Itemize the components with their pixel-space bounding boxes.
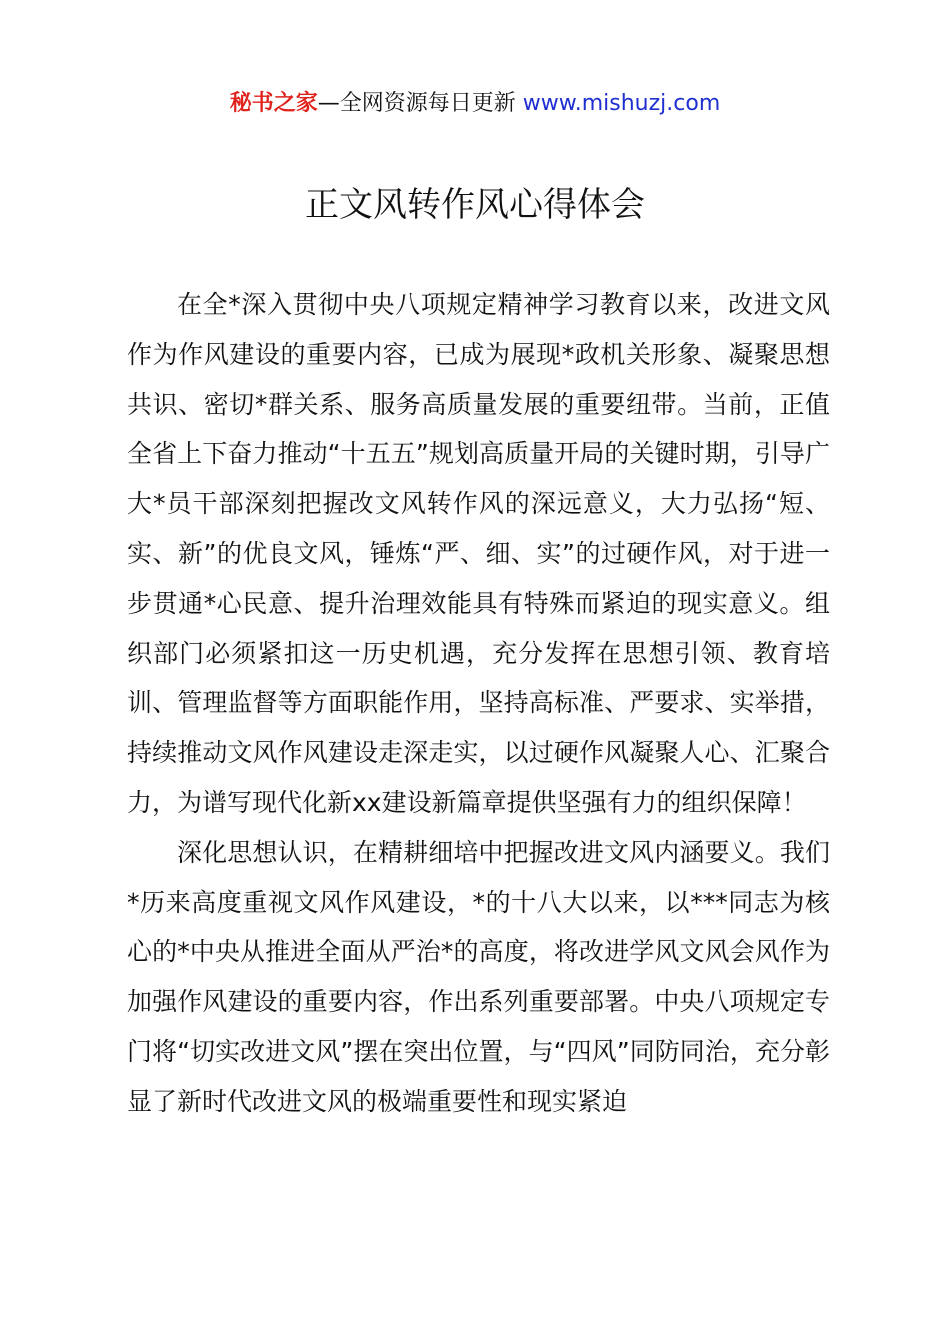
site-brand: 秘书之家	[229, 91, 318, 116]
document-body	[127, 280, 830, 1127]
document-title: 正文风转作风心得体会	[305, 185, 645, 225]
site-header	[0, 88, 950, 120]
paragraph-intro: 在全*深入贯彻中央八项规定精神学习教育以来，改进文风作为作风建设的重要内容，已成为展现*政机关形象、凝聚思想共识、密切*群关系、服务高质量发展的重要纽带。当前，正值全省上下奋力推动“十五五”规划高质量开局的关键时期，引导广大*员干部深刻把握改文风转作风的深远意义，大力弘扬“短、实、新”的优良文风，锤炼“严、细、实”的过硬作风，对于进一步贯通*心民意、提升治理效能具有特殊而紧迫的现实意义。组织部门必须紧扣这一历史机遇，充分发挥在思想引领、教育培训、管理监督等方面职能作用，坚持高标准、严要求、实举措，持续推动文风作风建设走深走实，以过硬作风凝聚人心、汇聚合力，为谱写现代化新xx建设新篇章提供坚强有力的组织保障！	[127, 290, 830, 817]
paragraph-section-1: 深化思想认识，在精耕细培中把握改进文风内涵要义。我们*历来高度重视文风作风建设，*的十八大以来，以***同志为核心的*中央从推进全面从严治*的高度，将改进学风文风会风作为加强作风建设的重要内容，作出系列重要部署。中央八项规定专门将“切实改进文风”摆在突出位置，与“四风”同防同治，充分彰显了新时代改进文风的极端重要性和现实紧迫	[127, 837, 830, 1116]
site-tagline: —全网资源每日更新	[317, 91, 523, 116]
site-url-link[interactable]: www.mishuzj.com	[522, 91, 721, 116]
